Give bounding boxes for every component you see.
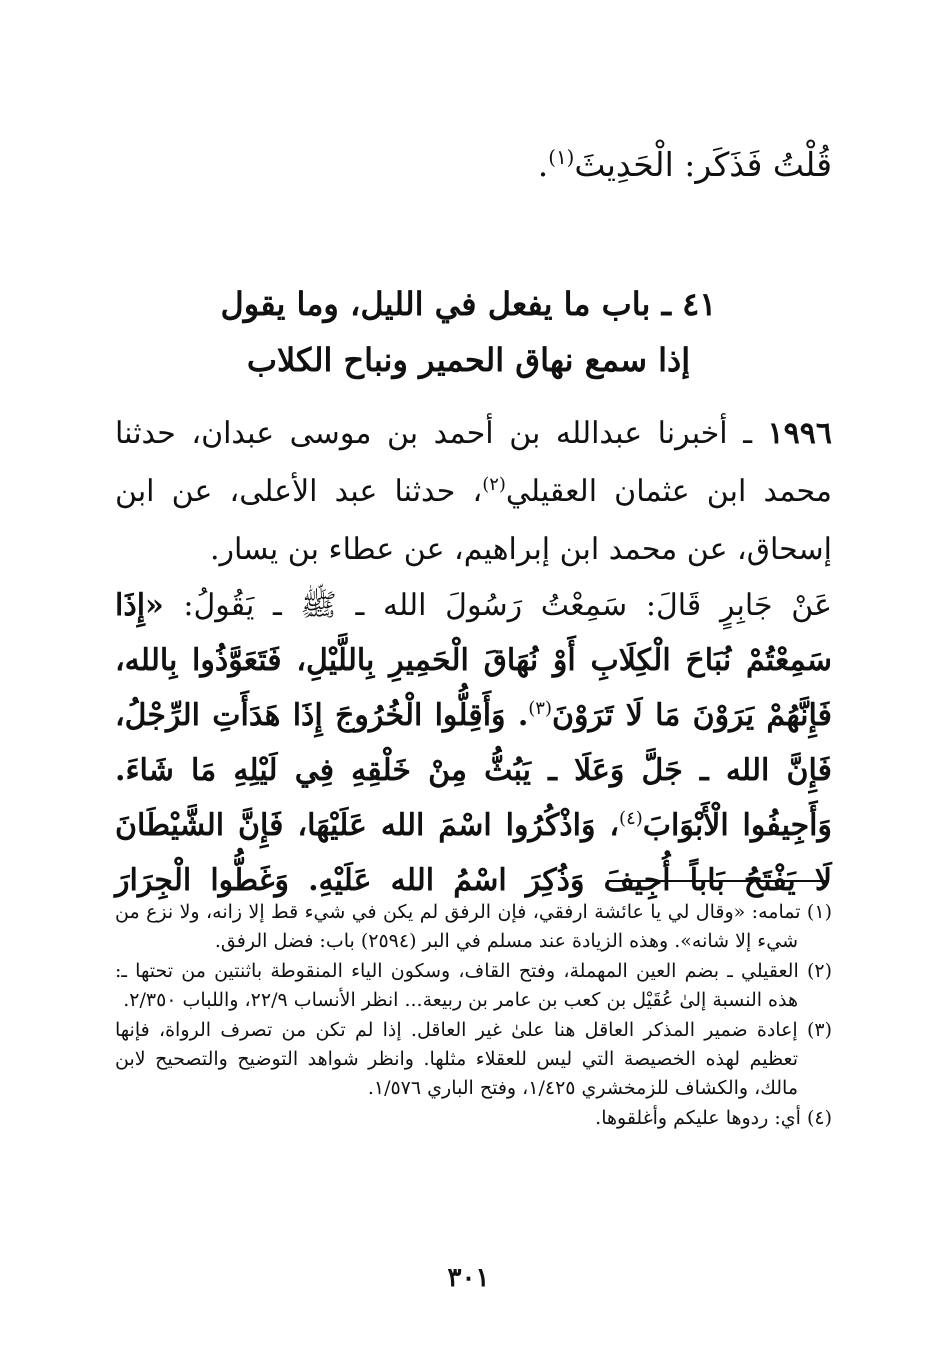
hadith-matn bbox=[115, 578, 832, 908]
isnad-text-2: ، حدثنا عبد الأعلى، عن ابن إسحاق، عن محمد ابن إبراهيم، عن عطاء بن يسار. bbox=[115, 474, 832, 567]
isnad-text-1: ـ أخبرنا عبدالله بن أحمد بن موسى عبدان، حدثنا محمد ابن عثمان العقيلي bbox=[115, 416, 832, 509]
chapter-title-line-2: إذا سمع نهاق الحمير ونباح الكلاب bbox=[246, 341, 691, 379]
matn-text-3: ، وَاذْكُرُوا اسْمَ الله عَلَيْهَا، فَإِنَّ الشَّيْطَانَ لَا يَفْتَحُ بَاباً أُجِيفَ وَذُكِرَ اسْمُ الله عَلَيْهِ. وَغَطُّوا الْجِرَارَ bbox=[115, 808, 832, 898]
hadith-number: ١٩٩٦ bbox=[767, 416, 832, 451]
footnote-ref-1[interactable]: (١) bbox=[548, 146, 575, 169]
page-number: ٣٠١ bbox=[447, 1263, 490, 1293]
matn-intro: عَنْ جَابِرٍ قَالَ: سَمِعْتُ رَسُولَ الله ـ ﷺ ـ يَقُولُ: bbox=[183, 588, 833, 623]
footnote-ref-2[interactable]: (٢) bbox=[482, 474, 506, 495]
footnote-1: (١) تمامه: «وقال لي يا عائشة ارفقي، فإن الرفق لم يكن في شيء قط إلا زانه، ولا نزع من شيء إلا شانه». وهذه الزيادة عند مسلم في البر (٢٥٩٤) باب: فضل الرفق. bbox=[115, 901, 832, 952]
closing-line bbox=[115, 140, 832, 190]
footnote-separator bbox=[607, 880, 829, 882]
footnotes bbox=[115, 898, 832, 1134]
footnote-ref-3[interactable]: (٣) bbox=[528, 698, 552, 719]
hadith-isnad bbox=[115, 405, 832, 579]
footnote-ref-4[interactable]: (٤) bbox=[619, 808, 643, 829]
matn-text-1: «إِذَا سَمِعْتُمْ نُبَاحَ الْكِلَابِ أَوْ نُهَاقَ الْحَمِيرِ بِاللَّيْلِ، فَتَعَوَّذُوا بِالله، فَإِنَّهُمْ يَرَوْنَ مَا لَا تَرَوْنَ bbox=[115, 588, 832, 733]
footnote-3: (٣) إعادة ضمير المذكر العاقل هنا علىٰ غير العاقل. إذا لم تكن من تصرف الرواة، فإنها تعظيم لهذه الخصيصة التي ليس للعقلاء مثلها. وانظر شواهد التوضيح والتصحيح لابن مالك، والكشاف للزمخشري ١/٤٢٥، وفتح الباري ١/٥٧٦. bbox=[115, 1019, 832, 1099]
footnote-4: (٤) أي: ردوها عليكم وأغلقوها. bbox=[595, 1107, 832, 1129]
footnote-2: (٢) العقيلي ـ بضم العين المهملة، وفتح القاف، وسكون الياء المنقوطة باثنتين من تحتها ـ: هذه النسبة إلىٰ عُقَيْل بن كعب بن عامر بن ربيعة... انظر الأنساب ٢٢/٩، واللباب ٢/٣٥٠. bbox=[115, 960, 832, 1011]
chapter-title-line-1: ٤١ ـ باب ما يفعل في الليل، وما يقول bbox=[220, 285, 717, 323]
matn-text-2: . وَأَقِلُّوا الْخُرُوجَ إِذَا هَدَأَتِ الرِّجْلُ، فَإِنَّ الله ـ جَلَّ وَعَلَا ـ يَبُثُّ مِنْ خَلْقِهِ فِي لَيْلِهِ مَا شَاءَ. وَأَجِيفُوا الْأَبْوَابَ bbox=[115, 698, 832, 843]
chapter-heading bbox=[200, 276, 737, 388]
closing-text: قُلْتُ فَذَكَر: الْحَدِيثَ bbox=[574, 145, 832, 184]
closing-period: . bbox=[537, 145, 549, 184]
